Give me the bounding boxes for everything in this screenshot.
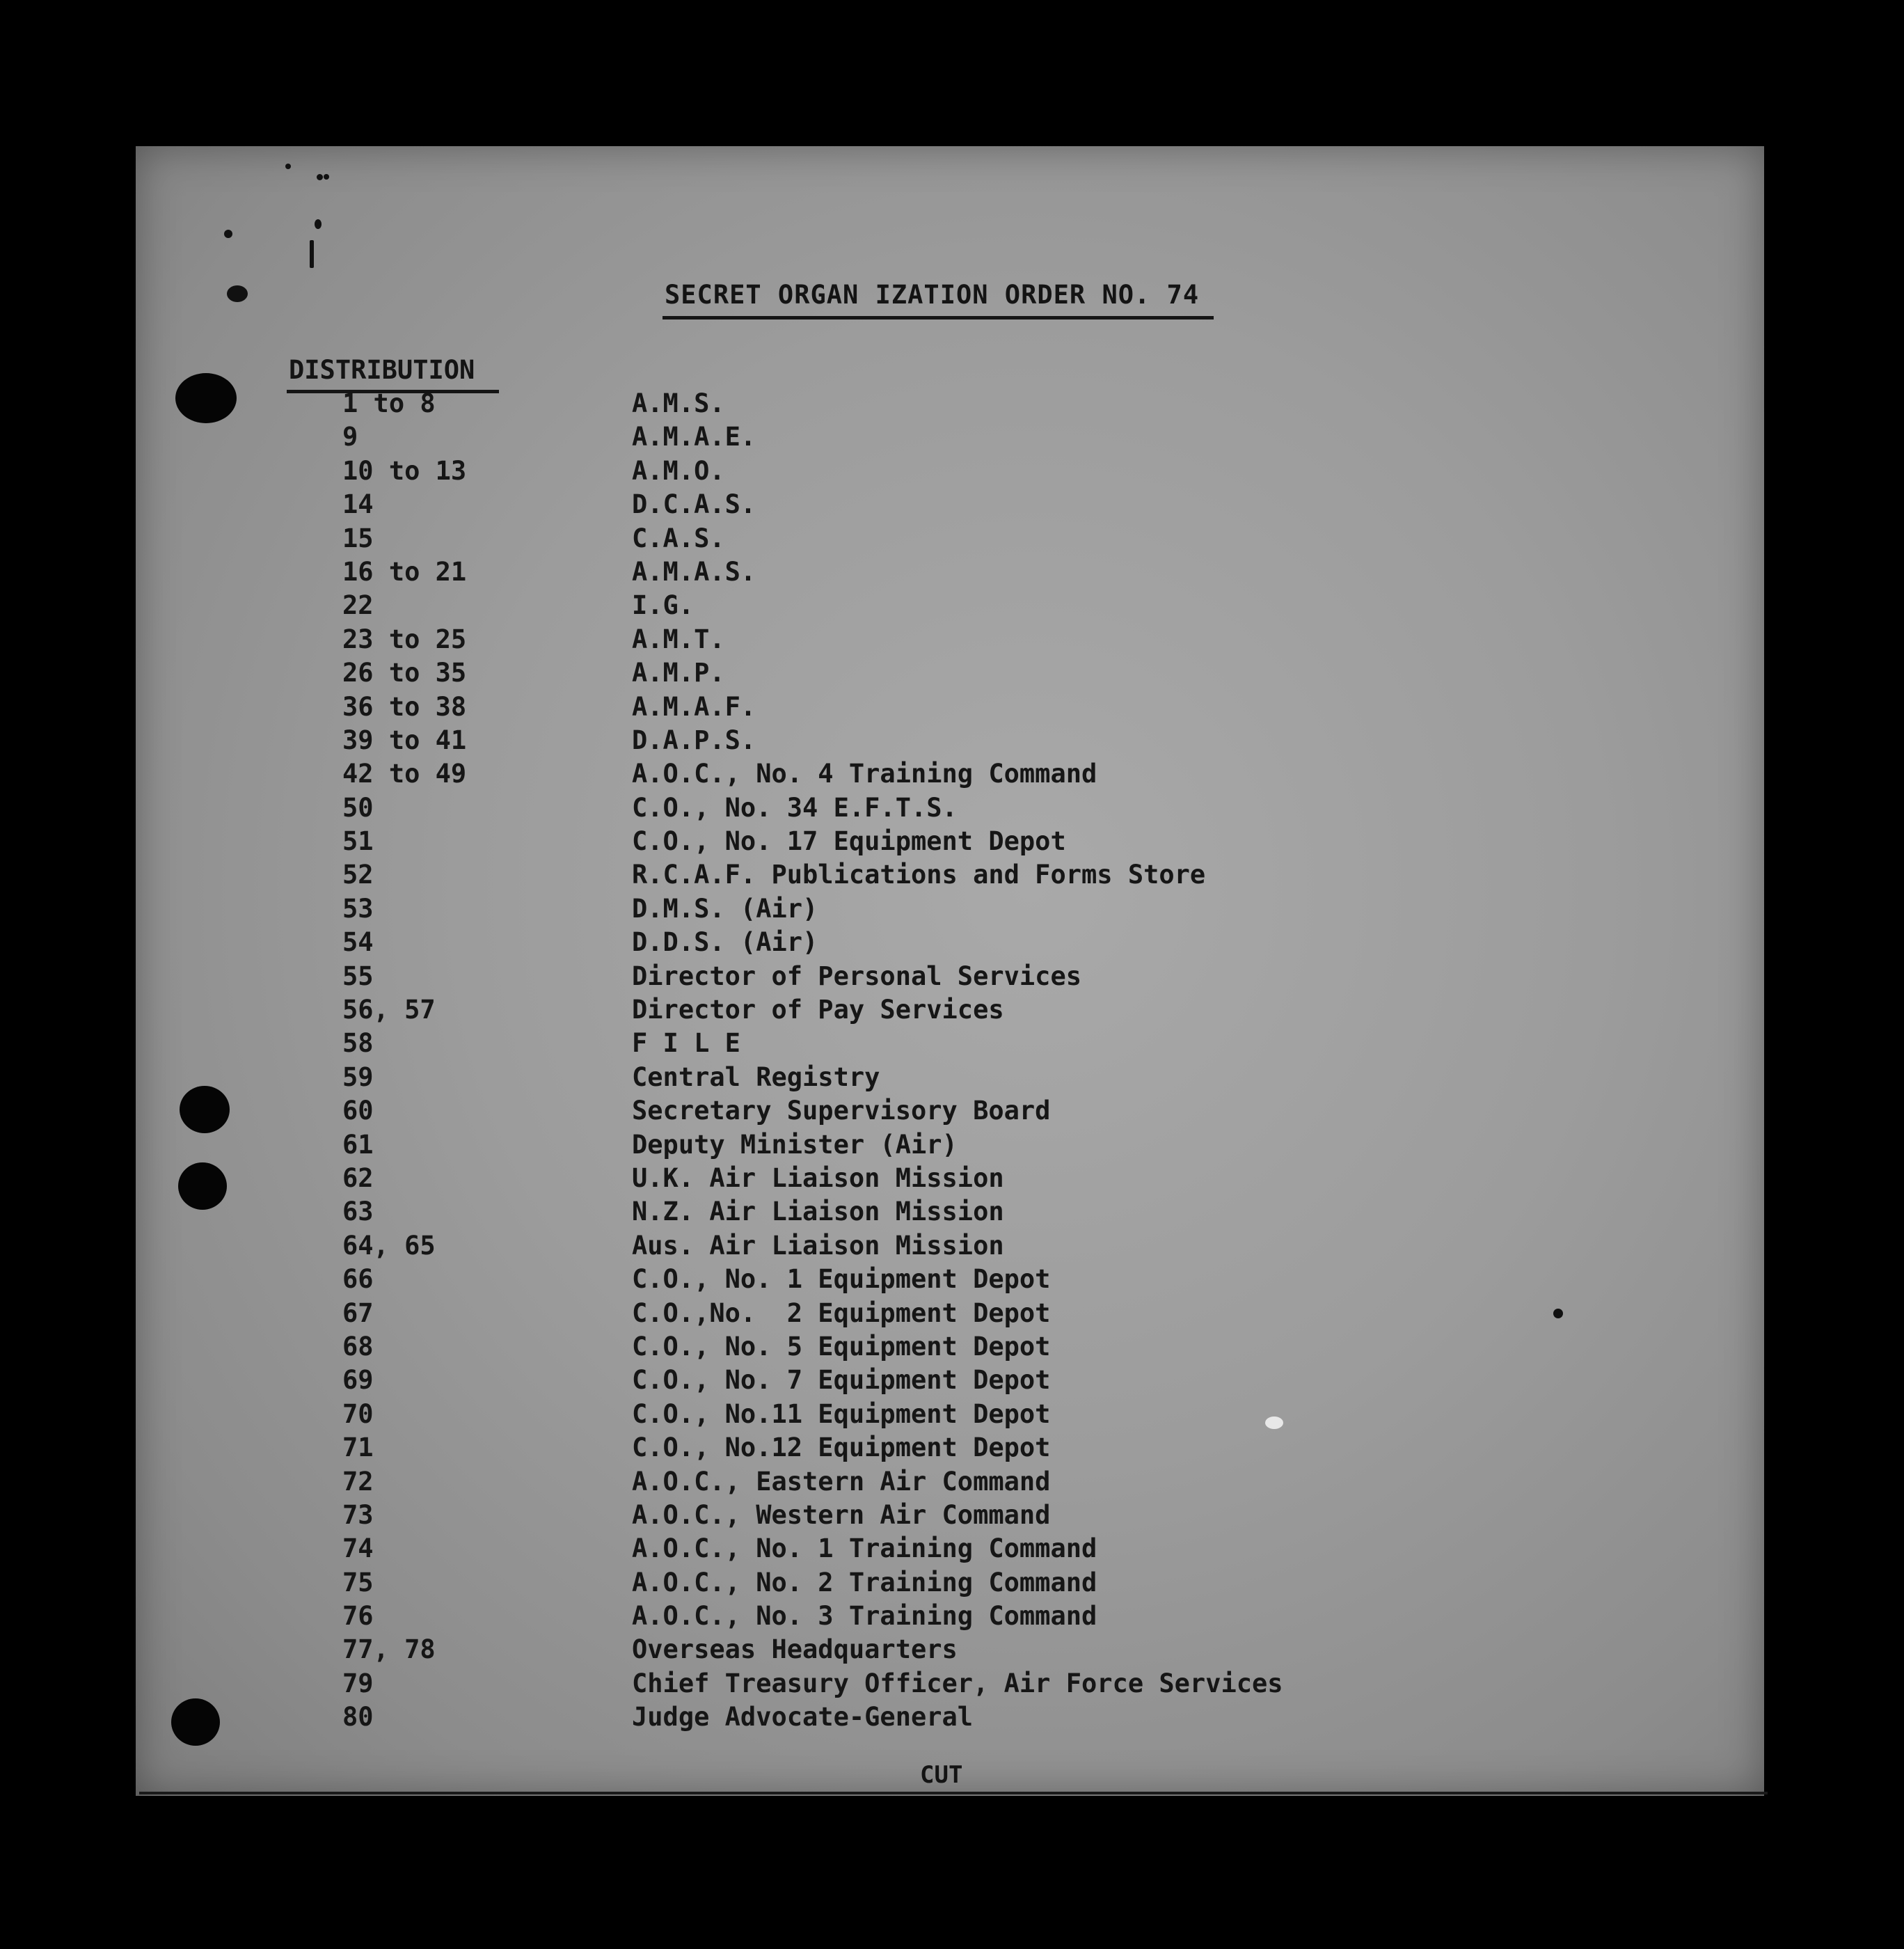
- distribution-copy-number: 23 to 25: [342, 624, 467, 654]
- distribution-copy-number: 58: [342, 1028, 374, 1059]
- distribution-copy-number: 79: [342, 1668, 374, 1698]
- distribution-recipient: Overseas Headquarters: [632, 1634, 958, 1665]
- distribution-copy-number: 63: [342, 1197, 374, 1227]
- distribution-recipient: C.O., No. 5 Equipment Depot: [632, 1331, 1051, 1362]
- distribution-recipient: Secretary Supervisory Board: [632, 1096, 1051, 1126]
- distribution-row: [0, 387, 1904, 420]
- distribution-recipient: A.O.C., No. 3 Training Command: [632, 1601, 1097, 1632]
- distribution-copy-number: 75: [342, 1567, 374, 1597]
- distribution-copy-number: 51: [342, 826, 374, 857]
- distribution-copy-number: 73: [342, 1499, 374, 1530]
- distribution-recipient: Director of Personal Services: [632, 961, 1082, 991]
- distribution-recipient: C.A.S.: [632, 523, 725, 553]
- distribution-row: [0, 589, 1904, 622]
- distribution-recipient: A.M.A.F.: [632, 691, 756, 722]
- distribution-row: [0, 993, 1904, 1027]
- distribution-recipient: F I L E: [632, 1028, 740, 1059]
- distribution-recipient: Central Registry: [632, 1062, 880, 1092]
- distribution-row: [0, 1094, 1904, 1128]
- distribution-copy-number: 70: [342, 1398, 374, 1429]
- distribution-recipient: Chief Treasury Officer, Air Force Services: [632, 1668, 1283, 1698]
- distribution-list: [0, 387, 1904, 1735]
- ink-speck: [285, 164, 291, 169]
- ink-speck: [310, 240, 314, 268]
- distribution-copy-number: 71: [342, 1433, 374, 1463]
- distribution-recipient: C.O., No. 1 Equipment Depot: [632, 1264, 1051, 1295]
- distribution-copy-number: 26 to 35: [342, 658, 467, 688]
- distribution-row: [0, 691, 1904, 724]
- distribution-row: [0, 892, 1904, 926]
- distribution-row: [0, 858, 1904, 892]
- distribution-row: [0, 555, 1904, 589]
- distribution-recipient: A.M.P.: [632, 658, 725, 688]
- distribution-copy-number: 72: [342, 1466, 374, 1497]
- distribution-row: [0, 1566, 1904, 1600]
- distribution-copy-number: 64, 65: [342, 1230, 436, 1261]
- distribution-recipient: C.O., No. 34 E.F.T.S.: [632, 792, 958, 823]
- distribution-row: [0, 1263, 1904, 1296]
- distribution-copy-number: 69: [342, 1365, 374, 1396]
- ink-speck: [324, 174, 329, 180]
- distribution-copy-number: 54: [342, 927, 374, 958]
- distribution-row: [0, 1600, 1904, 1633]
- distribution-recipient: C.O., No. 17 Equipment Depot: [632, 826, 1066, 857]
- distribution-row: [0, 960, 1904, 993]
- distribution-recipient: A.M.T.: [632, 624, 725, 654]
- ink-speck: [227, 285, 248, 302]
- ink-speck: [317, 174, 323, 180]
- distribution-recipient: A.O.C., No. 1 Training Command: [632, 1533, 1097, 1564]
- distribution-copy-number: 74: [342, 1533, 374, 1564]
- distribution-row: [0, 1297, 1904, 1330]
- distribution-row: [0, 1701, 1904, 1734]
- distribution-row: [0, 1431, 1904, 1465]
- distribution-recipient: N.Z. Air Liaison Mission: [632, 1197, 1004, 1227]
- distribution-recipient: A.O.C., No. 4 Training Command: [632, 759, 1097, 789]
- distribution-recipient: C.O., No. 7 Equipment Depot: [632, 1365, 1051, 1396]
- distribution-copy-number: 53: [342, 893, 374, 924]
- distribution-recipient: Deputy Minister (Air): [632, 1129, 958, 1160]
- distribution-row: [0, 791, 1904, 825]
- distribution-recipient: A.M.A.E.: [632, 422, 756, 452]
- distribution-copy-number: 59: [342, 1062, 374, 1092]
- distribution-row: [0, 420, 1904, 454]
- distribution-recipient: Aus. Air Liaison Mission: [632, 1230, 1004, 1261]
- distribution-copy-number: 61: [342, 1129, 374, 1160]
- distribution-row: [0, 1532, 1904, 1565]
- distribution-copy-number: 39 to 41: [342, 725, 467, 755]
- distribution-recipient: Director of Pay Services: [632, 995, 1004, 1025]
- distribution-copy-number: 52: [342, 860, 374, 890]
- distribution-recipient: U.K. Air Liaison Mission: [632, 1162, 1004, 1193]
- distribution-copy-number: 62: [342, 1162, 374, 1193]
- distribution-copy-number: 1 to 8: [342, 388, 436, 418]
- title-underline: [663, 316, 1214, 319]
- distribution-row: [0, 1128, 1904, 1162]
- distribution-recipient: I.G.: [632, 590, 695, 621]
- distribution-recipient: D.A.P.S.: [632, 725, 756, 755]
- distribution-recipient: D.D.S. (Air): [632, 927, 818, 958]
- distribution-row: [0, 1364, 1904, 1397]
- distribution-heading: DISTRIBUTION: [289, 355, 475, 385]
- distribution-row: [0, 1061, 1904, 1094]
- distribution-copy-number: 80: [342, 1702, 374, 1733]
- distribution-row: [0, 623, 1904, 656]
- distribution-row: [0, 656, 1904, 690]
- distribution-row: [0, 522, 1904, 555]
- distribution-row: [0, 757, 1904, 791]
- distribution-copy-number: 68: [342, 1331, 374, 1362]
- distribution-row: [0, 1465, 1904, 1499]
- distribution-recipient: C.O., No.12 Equipment Depot: [632, 1433, 1051, 1463]
- distribution-copy-number: 15: [342, 523, 374, 553]
- distribution-recipient: R.C.A.F. Publications and Forms Store: [632, 860, 1206, 890]
- distribution-copy-number: 56, 57: [342, 995, 436, 1025]
- distribution-recipient: D.C.A.S.: [632, 489, 756, 520]
- cut-label: CUT: [920, 1761, 963, 1789]
- distribution-row: [0, 1195, 1904, 1229]
- distribution-row: [0, 1229, 1904, 1263]
- distribution-row: [0, 455, 1904, 488]
- distribution-row: [0, 1667, 1904, 1701]
- distribution-recipient: A.O.C., Western Air Command: [632, 1499, 1051, 1530]
- distribution-copy-number: 66: [342, 1264, 374, 1295]
- distribution-row: [0, 1633, 1904, 1666]
- distribution-copy-number: 36 to 38: [342, 691, 467, 722]
- distribution-copy-number: 67: [342, 1297, 374, 1328]
- distribution-recipient: A.O.C., Eastern Air Command: [632, 1466, 1051, 1497]
- distribution-copy-number: 22: [342, 590, 374, 621]
- distribution-row: [0, 1499, 1904, 1532]
- ink-speck: [224, 230, 232, 238]
- distribution-row: [0, 926, 1904, 959]
- distribution-row: [0, 1398, 1904, 1431]
- distribution-row: [0, 724, 1904, 757]
- distribution-copy-number: 10 to 13: [342, 455, 467, 486]
- distribution-recipient: C.O., No.11 Equipment Depot: [632, 1398, 1051, 1429]
- distribution-copy-number: 76: [342, 1601, 374, 1632]
- distribution-copy-number: 42 to 49: [342, 759, 467, 789]
- distribution-copy-number: 16 to 21: [342, 556, 467, 587]
- distribution-recipient: A.M.A.S.: [632, 556, 756, 587]
- distribution-row: [0, 1330, 1904, 1364]
- distribution-row: [0, 1027, 1904, 1060]
- distribution-recipient: A.M.O.: [632, 455, 725, 486]
- distribution-recipient: A.M.S.: [632, 388, 725, 418]
- distribution-row: [0, 1162, 1904, 1195]
- distribution-recipient: C.O.,No. 2 Equipment Depot: [632, 1297, 1051, 1328]
- distribution-copy-number: 60: [342, 1096, 374, 1126]
- distribution-recipient: Judge Advocate-General: [632, 1702, 974, 1733]
- ink-speck: [315, 219, 322, 229]
- distribution-copy-number: 55: [342, 961, 374, 991]
- document-title: SECRET ORGAN IZATION ORDER NO. 74: [665, 280, 1200, 310]
- distribution-copy-number: 14: [342, 489, 374, 520]
- distribution-copy-number: 50: [342, 792, 374, 823]
- distribution-copy-number: 9: [342, 422, 358, 452]
- distribution-recipient: A.O.C., No. 2 Training Command: [632, 1567, 1097, 1597]
- distribution-row: [0, 488, 1904, 521]
- distribution-copy-number: 77, 78: [342, 1634, 436, 1665]
- distribution-row: [0, 825, 1904, 858]
- distribution-recipient: D.M.S. (Air): [632, 893, 818, 924]
- cut-line: [139, 1792, 1768, 1794]
